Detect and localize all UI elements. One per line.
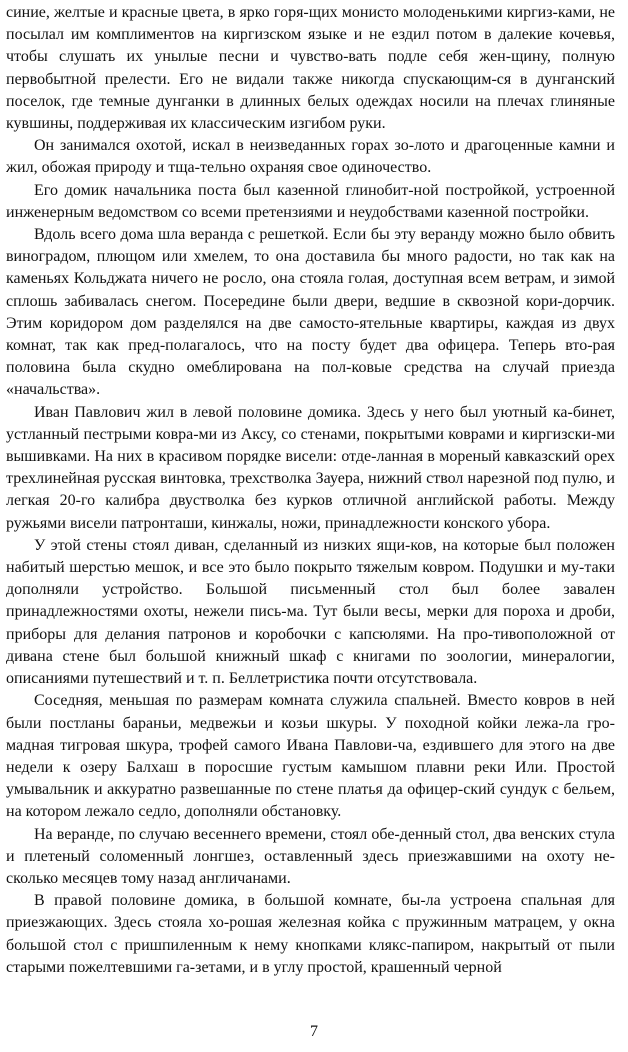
- page-body: [6, 2, 615, 979]
- paragraph-8: На веранде, по случаю весеннего времени, стоял обе-денный стол, два венских стула и плетеный соломенный лонгшез, оставленный здесь приезжавшими на охоту не-сколько месяцев тому назад англичанами.: [6, 825, 615, 887]
- paragraph-7: Соседняя, меньшая по размерам комната служила спальней. Вместо ковров в ней были постланы бараньи, медвежьи и козьи шкуры. У походной койки лежа-ла гро-мадная тигровая шкура, трофей самого Ивана Павлови-ча, ездившего для этого на две недели к озеру Балхаш в поросшие густым камышом плавни реки Или. Простой умывальник и аккуратно развешанные по стене платья да офицер-ский сундук с бельем, на котором лежало седло, дополняли обстановку.: [6, 692, 615, 821]
- paragraph-2: Он занимался охотой, искал в неизведанных горах зо-лото и драгоценные камни и жил, обожая природу и тща-тельно охраняя свое одиночество.: [6, 137, 615, 177]
- paragraph-1: синие, желтые и красные цвета, в ярко горя-щих монисто молоденькими киргиз-ками, не посылал им комплиментов на киргизском языке и не ездил потом в далекие кочевья, чтобы слушать их унылые песни и чувство-вать подле себя жен-щину, полную первобытной прелести. Его не видали также никогда спускающим-ся в дунганский поселок, где темные дунганки в длинных белых одеждах носили на плечах глиняные кувшины, поддерживая их классическим изгибом руки.: [6, 4, 615, 133]
- paragraph-4: Вдоль всего дома шла веранда с решеткой. Если бы эту веранду можно было обвить виноградом, плющом или хмелем, то она доставила бы много радости, но так как на каменьях Кольджата ничего не росло, она стояла голая, доступная всем ветрам, и зимой сплошь забивалась снегом. Посередине были двери, ведшие в сквозной кори-дорчик. Этим коридором дом разделялся на две самосто-ятельные квартиры, каждая из двух комнат, так как пред-полагалось, что на посту будет два офицера. Теперь вто-рая половина была скудно омеблирована на пол-ковые средства на случай приезда «начальства».: [6, 226, 615, 399]
- paragraph-9: В правой половине домика, в большой комнате, бы-ла устроена спальная для приезжающих. Здесь стояла хо-рошая железная койка с пружинным матрацем, у окна большой стол с пришпиленным к нему кнопками клякс-папиром, накрытый от пыли старыми пожелтевшими га-зетами, и в углу простой, крашенный черной: [6, 892, 615, 976]
- paragraph-5: Иван Павлович жил в левой половине домика. Здесь у него был уютный ка-бинет, устланный пестрыми ковра-ми из Аксу, со стенами, покрытыми коврами и киргизски-ми вышивками. На них в красивом порядке висели: отде-ланная в мореный кавказский орех трехлинейная русская винтовка, трехстволка Зауера, нижний ствол нарезной под пулю, и легкая 20-го калибра двустволка без курков отличной английской работы. Между ружьями висели патронташи, кинжалы, ножи, принадлежности конского убора.: [6, 403, 615, 532]
- paragraph-3: Его домик начальника поста был казенной глинобит-ной постройкой, устроенной инженерным ведомством со всеми претензиями и неудобствами казенной постройки.: [6, 181, 615, 221]
- page-number: 7: [310, 1023, 318, 1040]
- paragraph-6: У этой стены стоял диван, сделанный из низких ящи-ков, на которые был положен набитый шерстью мешок, и все это было покрыто тяжелым ковром. Подушки и му-таки дополняли устройство. Большой письменный стол был более завален принадлежностями охоты, нежели пись-ма. Тут были весы, мерки для пороха и дроби, приборы для делания патронов и коробочки с капсюлями. На про-тивоположной от дивана стене был большой книжный шкаф с книгами по зоологии, минералогии, описаниями путешествий и т. п. Беллетристика почти отсутствовала.: [6, 536, 615, 688]
